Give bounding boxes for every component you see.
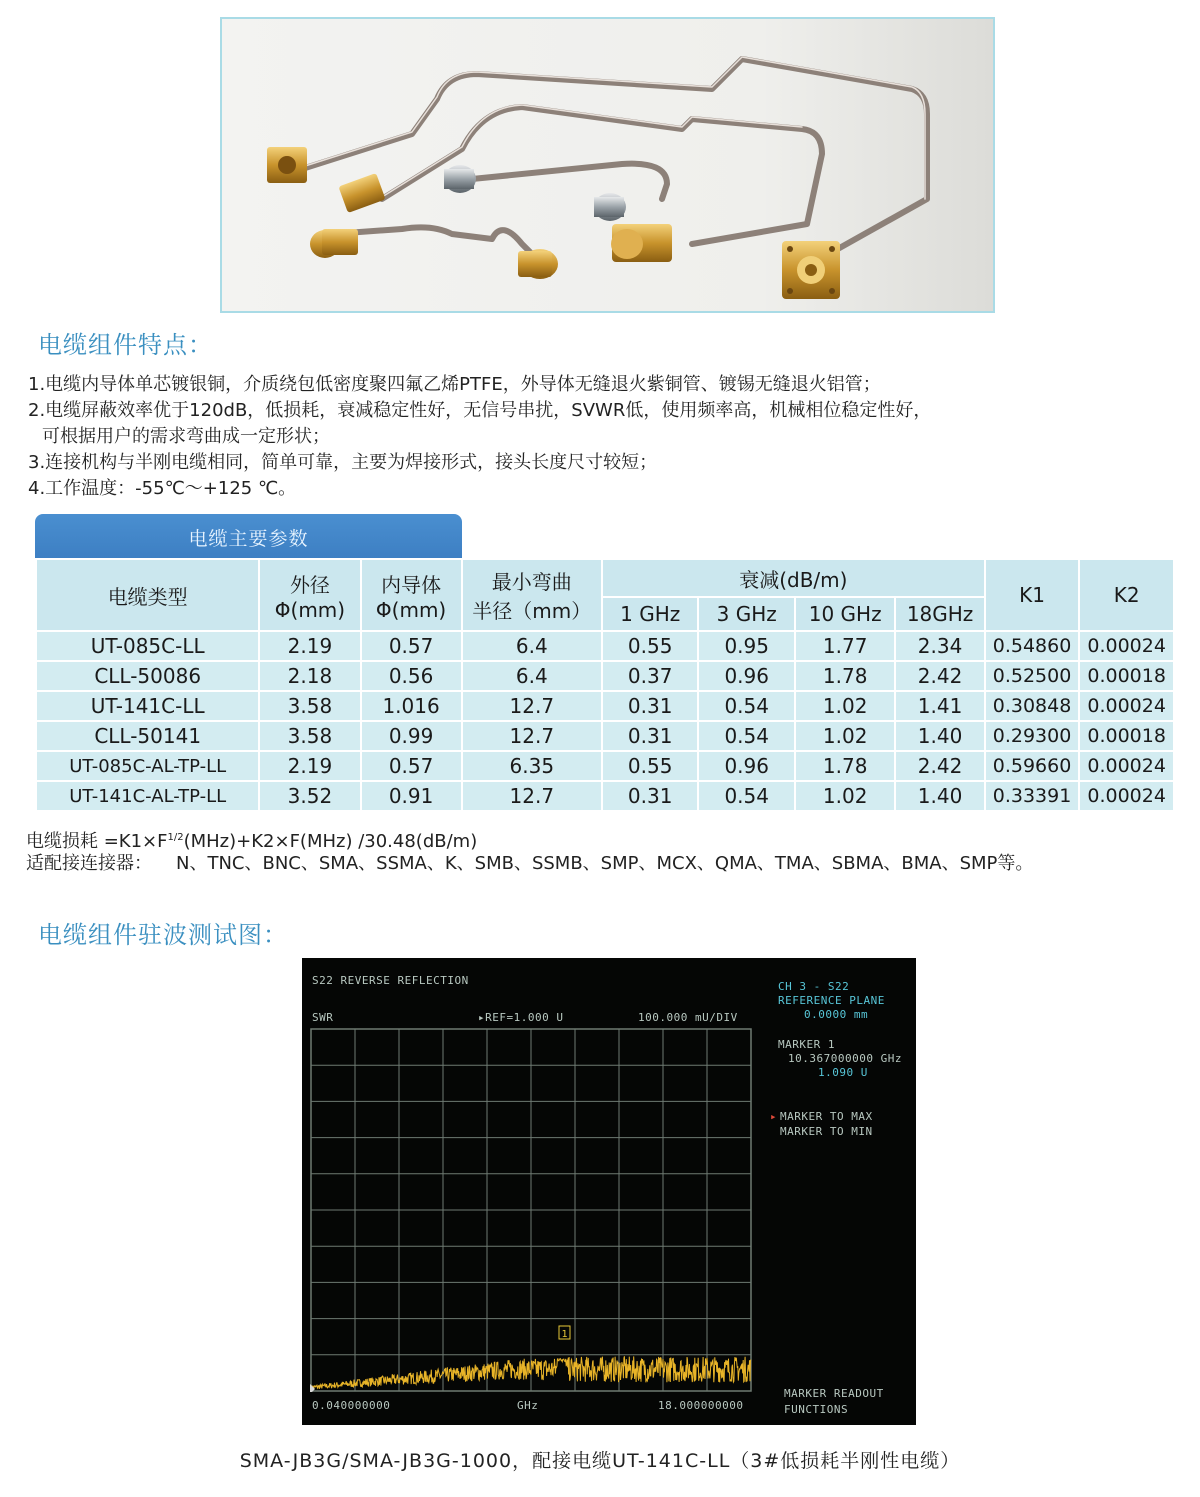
product-photo xyxy=(220,17,995,313)
formula-part-b: (MHz)+K2×F(MHz) /30.48(dB/m) xyxy=(183,831,478,852)
vswr-title: 电缆组件驻波测试图： xyxy=(38,921,288,949)
marker-value: 1.090 U xyxy=(818,1066,868,1079)
col-inner: 内导体 Φ(mm) xyxy=(362,560,461,630)
analyzer-start-freq: 0.040000000 xyxy=(312,1399,391,1412)
analyzer-scale: 100.000 mU/DIV xyxy=(638,1011,738,1024)
cell-od: 2.19 xyxy=(260,752,359,780)
cell-bend: 6.35 xyxy=(463,752,601,780)
col-10ghz: 10 GHz xyxy=(796,598,894,630)
cell-k2: 0.00018 xyxy=(1080,662,1173,690)
analyzer-mode: SWR xyxy=(312,1011,334,1024)
marker-label: MARKER 1 xyxy=(778,1038,835,1051)
cell-a18: 1.40 xyxy=(896,722,983,750)
analyzer-title: S22 REVERSE REFLECTION xyxy=(312,974,469,987)
table-row xyxy=(37,662,1173,690)
features-list xyxy=(28,372,1178,502)
cell-a3: 0.96 xyxy=(699,662,794,690)
cell-inner: 0.91 xyxy=(362,782,461,810)
cell-a10: 1.02 xyxy=(796,692,894,720)
cell-k2: 0.00018 xyxy=(1080,722,1173,750)
cell-a10: 1.77 xyxy=(796,632,894,660)
cell-od: 3.58 xyxy=(260,692,359,720)
col-k1: K1 xyxy=(986,560,1079,630)
table-row xyxy=(37,692,1173,720)
feature-item-3: 3.连接机构与半刚电缆相同，简单可靠，主要为焊接形式，接头长度尺寸较短； xyxy=(28,452,658,473)
col-bend: 最小弯曲 半径（mm） xyxy=(463,560,601,630)
menu-functions[interactable]: FUNCTIONS xyxy=(784,1403,849,1416)
cell-a1: 0.31 xyxy=(603,782,698,810)
cell-k2: 0.00024 xyxy=(1080,782,1173,810)
features-title: 电缆组件特点： xyxy=(38,331,213,359)
menu-marker-readout[interactable]: MARKER READOUT xyxy=(784,1387,884,1400)
cell-k2: 0.00024 xyxy=(1080,752,1173,780)
cell-a10: 1.02 xyxy=(796,722,894,750)
vswr-plot xyxy=(310,1028,752,1392)
params-table xyxy=(35,558,1175,812)
figure-caption: SMA-JB3G/SMA-JB3G-1000，配接电缆UT-141C-LL（3#低损耗半刚性电缆） xyxy=(239,1450,961,1472)
menu-marker-to-max[interactable]: MARKER TO MAX xyxy=(780,1110,873,1123)
table-row xyxy=(37,632,1173,660)
cell-k1: 0.52500 xyxy=(986,662,1079,690)
cell-a1: 0.31 xyxy=(603,692,698,720)
col-type: 电缆类型 xyxy=(37,560,258,630)
cell-inner: 0.57 xyxy=(362,752,461,780)
col-od: 外径 Φ(mm) xyxy=(260,560,359,630)
cell-inner: 0.57 xyxy=(362,632,461,660)
network-analyzer-screen xyxy=(302,958,916,1425)
cell-a10: 1.78 xyxy=(796,752,894,780)
params-tab-label: 电缆主要参数 xyxy=(188,528,309,550)
menu-marker-to-min[interactable]: MARKER TO MIN xyxy=(780,1125,873,1138)
col-k2: K2 xyxy=(1080,560,1173,630)
formula-part-a: 电缆损耗 =K1×F xyxy=(26,831,168,852)
analyzer-ref: ▸REF=1.000 U xyxy=(478,1011,564,1024)
cell-inner: 0.56 xyxy=(362,662,461,690)
cell-a3: 0.54 xyxy=(699,782,794,810)
feature-item-2-cont: 可根据用户的需求弯曲成一定形状； xyxy=(42,426,330,447)
cell-a3: 0.96 xyxy=(699,752,794,780)
cell-od: 3.58 xyxy=(260,722,359,750)
params-tab xyxy=(35,514,462,558)
connectors-list: N、TNC、BNC、SMA、SSMA、K、SMB、SSMB、SMP、MCX、QMA、TMA、SBMA、BMA、SMP等。 xyxy=(176,853,1034,874)
feature-item-4: 4.工作温度：-55℃～+125 ℃。 xyxy=(28,478,297,499)
menu-pointer-icon: ▸ xyxy=(770,1110,778,1123)
cell-bend: 12.7 xyxy=(463,782,601,810)
cable-assemblies-illustration xyxy=(222,19,993,311)
cell-type: UT-085C-LL xyxy=(37,632,258,660)
cell-a18: 2.42 xyxy=(896,662,983,690)
connectors xyxy=(26,851,1186,877)
cell-bend: 12.7 xyxy=(463,692,601,720)
col-18ghz: 18GHz xyxy=(896,598,983,630)
cell-a1: 0.31 xyxy=(603,722,698,750)
cell-a10: 1.02 xyxy=(796,782,894,810)
cell-a1: 0.55 xyxy=(603,632,698,660)
cell-k2: 0.00024 xyxy=(1080,692,1173,720)
cell-type: CLL-50086 xyxy=(37,662,258,690)
cell-a18: 2.42 xyxy=(896,752,983,780)
svg-text:1: 1 xyxy=(561,1329,568,1340)
cell-type: UT-141C-LL xyxy=(37,692,258,720)
marker-1-icon xyxy=(559,1326,570,1340)
cell-od: 3.52 xyxy=(260,782,359,810)
analyzer-unit: GHz xyxy=(517,1399,539,1412)
cell-a18: 1.41 xyxy=(896,692,983,720)
analyzer-stop-freq: 18.000000000 xyxy=(658,1399,744,1412)
col-atten: 衰减(dB/m) xyxy=(603,560,984,596)
table-row xyxy=(37,782,1173,810)
cell-od: 2.18 xyxy=(260,662,359,690)
formula-exponent: 1/2 xyxy=(167,832,184,843)
analyzer-ref-plane: REFERENCE PLANE xyxy=(778,994,885,1007)
analyzer-channel: CH 3 - S22 xyxy=(778,980,850,993)
cell-type: UT-085C-AL-TP-LL xyxy=(37,752,258,780)
cell-bend: 12.7 xyxy=(463,722,601,750)
cell-a18: 1.40 xyxy=(896,782,983,810)
cell-k1: 0.30848 xyxy=(986,692,1079,720)
cell-od: 2.19 xyxy=(260,632,359,660)
cell-a3: 0.54 xyxy=(699,692,794,720)
feature-item-2: 2.电缆屏蔽效率优于120dB，低损耗，衰减稳定性好，无信号串扰，SVWR低，使用频率高，机械相位稳定性好， xyxy=(28,400,932,421)
cell-k2: 0.00024 xyxy=(1080,632,1173,660)
cell-k1: 0.54860 xyxy=(986,632,1079,660)
cell-a1: 0.55 xyxy=(603,752,698,780)
cell-inner: 1.016 xyxy=(362,692,461,720)
table-row xyxy=(37,722,1173,750)
col-1ghz: 1 GHz xyxy=(603,598,698,630)
cell-type: CLL-50141 xyxy=(37,722,258,750)
cell-inner: 0.99 xyxy=(362,722,461,750)
cell-k1: 0.33391 xyxy=(986,782,1079,810)
cell-bend: 6.4 xyxy=(463,632,601,660)
cell-a1: 0.37 xyxy=(603,662,698,690)
marker-freq: 10.367000000 GHz xyxy=(788,1052,902,1065)
analyzer-ref-plane-val: 0.0000 mm xyxy=(804,1008,869,1021)
cell-a10: 1.78 xyxy=(796,662,894,690)
cell-k1: 0.29300 xyxy=(986,722,1079,750)
cell-a18: 2.34 xyxy=(896,632,983,660)
cell-k1: 0.59660 xyxy=(986,752,1079,780)
cell-a3: 0.95 xyxy=(699,632,794,660)
table-row xyxy=(37,752,1173,780)
cell-type: UT-141C-AL-TP-LL xyxy=(37,782,258,810)
cell-a3: 0.54 xyxy=(699,722,794,750)
connectors-label: 适配接连接器： xyxy=(26,853,152,874)
col-3ghz: 3 GHz xyxy=(699,598,794,630)
cell-bend: 6.4 xyxy=(463,662,601,690)
feature-item-1: 1.电缆内导体单芯镀银铜，介质绕包低密度聚四氟乙烯PTFE，外导体无缝退火紫铜管、镀锡无缝退火铝管； xyxy=(28,374,881,395)
